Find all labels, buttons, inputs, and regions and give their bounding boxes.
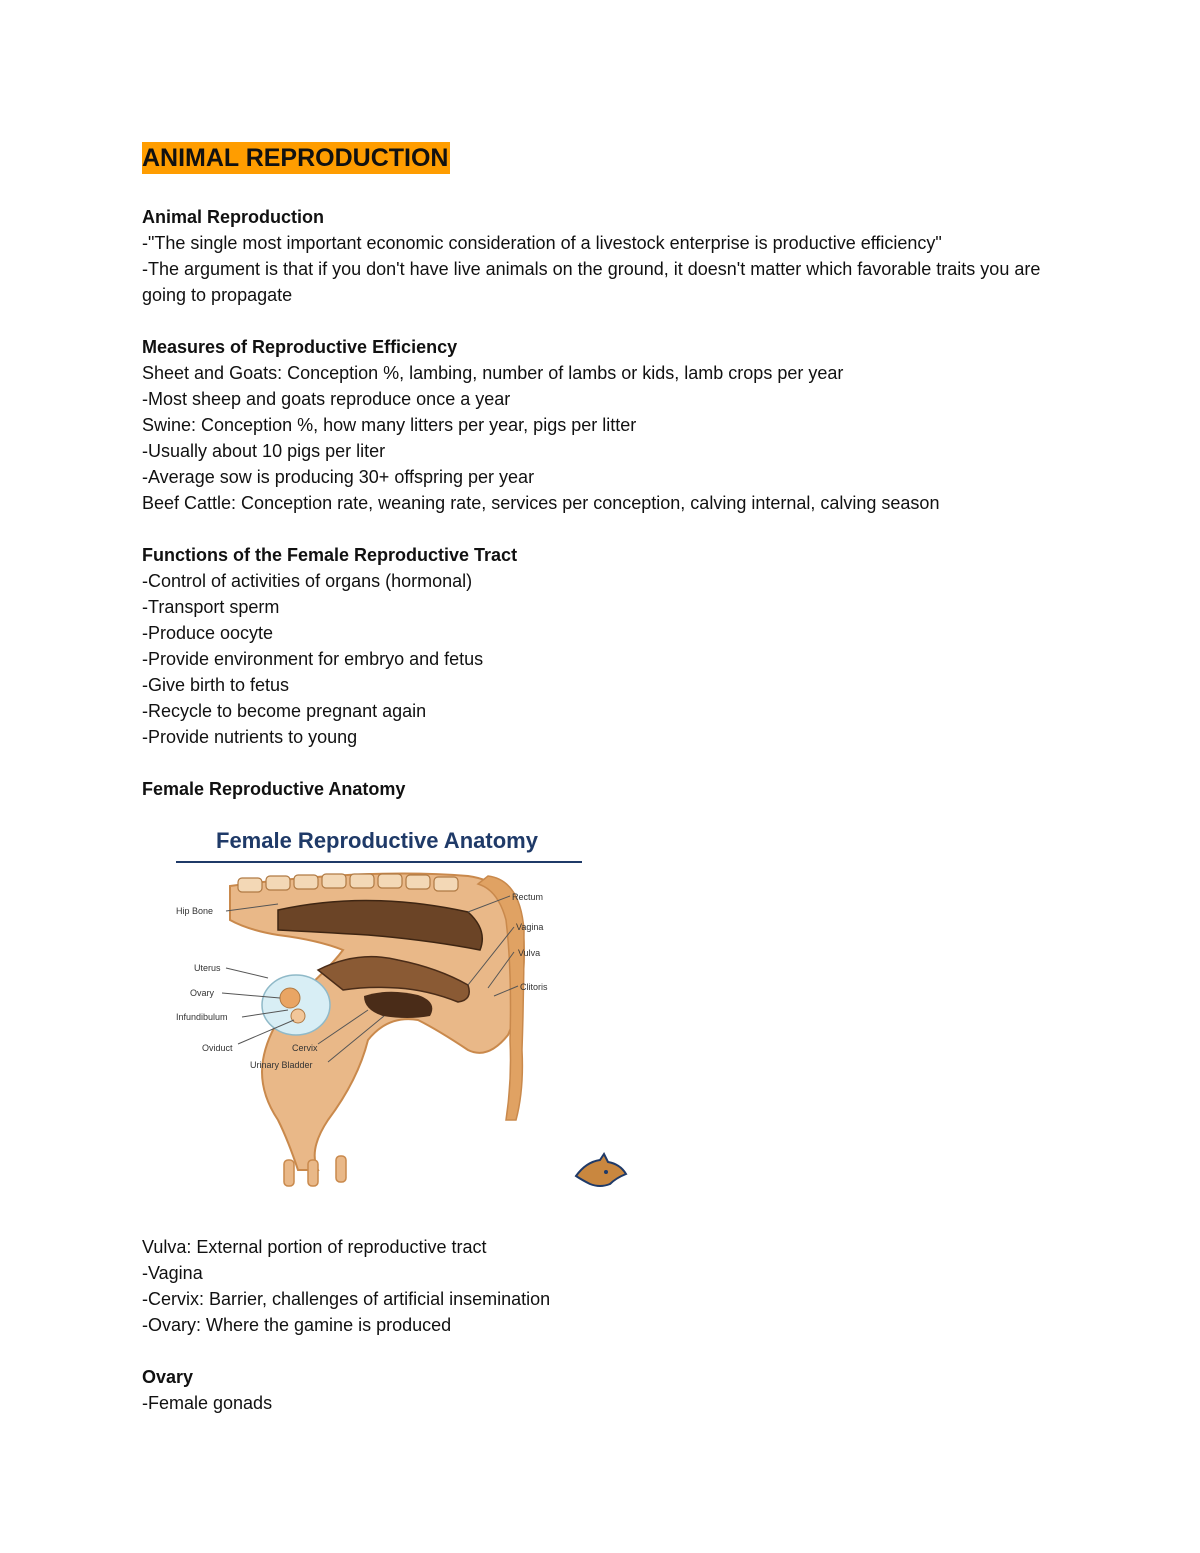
body-line: -Usually about 10 pigs per liter: [142, 441, 386, 461]
body-line: -Ovary: Where the gamine is produced: [142, 1315, 452, 1335]
section-animal-reproduction: [142, 204, 1062, 308]
body-line: Sheet and Goats: Conception %, lambing, number of lambs or kids, lamb crops per year: [142, 363, 844, 383]
body-line: -Recycle to become pregnant again: [142, 701, 427, 721]
body-line: -Transport sperm: [142, 597, 280, 617]
label-rectum: Rectum: [512, 892, 544, 902]
body-line: -Most sheep and goats reproduce once a year: [142, 389, 511, 409]
body-line: -"The single most important economic consideration of a livestock enterprise is productive efficiency": [142, 233, 942, 253]
body-line: -Vagina: [142, 1263, 203, 1283]
ovary-notes: [142, 1234, 1062, 1338]
label-infundibulum: Infundibulum: [176, 1012, 228, 1022]
label-vagina: Vagina: [516, 922, 544, 932]
body-line: Swine: Conception %, how many litters per year, pigs per litter: [142, 415, 637, 435]
body-line: -Provide environment for embryo and fetus: [142, 649, 484, 669]
section-measures: [142, 334, 1062, 516]
section-heading: Animal Reproduction: [142, 207, 325, 227]
body-line: Beef Cattle: Conception rate, weaning rate, services per conception, calving internal, calving season: [142, 493, 940, 513]
body-line: -Produce oocyte: [142, 623, 274, 643]
label-oviduct: Oviduct: [202, 1043, 233, 1053]
section-ovary: [142, 1364, 1062, 1416]
ovary-shape: [280, 988, 300, 1008]
body-line: -The argument is that if you don't have live animals on the ground, it doesn't matter which favorable traits you are going to propagate: [142, 259, 1041, 305]
section-heading: Measures of Reproductive Efficiency: [142, 337, 458, 357]
body-line: -Give birth to fetus: [142, 675, 290, 695]
body-line: -Control of activities of organs (hormonal): [142, 571, 473, 591]
section-heading: Functions of the Female Reproductive Tract: [142, 545, 518, 565]
label-ovary: Ovary: [190, 988, 215, 998]
label-vulva: Vulva: [518, 948, 541, 958]
body-line: -Female gonads: [142, 1393, 273, 1413]
anatomy-figure: [168, 820, 668, 1204]
body-line: -Average sow is producing 30+ offspring per year: [142, 467, 535, 487]
label-hip-bone: Hip Bone: [176, 906, 214, 916]
section-functions: [142, 542, 1062, 750]
label-cervix: Cervix: [292, 1043, 318, 1053]
section-anatomy: [142, 776, 1062, 802]
label-urinary-bladder: Urinary Bladder: [250, 1060, 313, 1070]
document-page: [142, 142, 1062, 1416]
body-line: -Cervix: Barrier, challenges of artificial insemination: [142, 1289, 551, 1309]
section-heading: Ovary: [142, 1367, 194, 1387]
document-title: ANIMAL REPRODUCTION: [142, 144, 449, 172]
label-uterus: Uterus: [194, 963, 221, 973]
section-heading: Female Reproductive Anatomy: [142, 779, 406, 799]
body-line: -Provide nutrients to young: [142, 727, 358, 747]
teats: [284, 1156, 346, 1186]
figure-title: Female Reproductive Anatomy: [216, 828, 538, 853]
body-line: Vulva: External portion of reproductive tract: [142, 1237, 487, 1257]
bobcat-mascot-icon: [576, 1154, 626, 1186]
label-clitoris: Clitoris: [520, 982, 548, 992]
anatomy-diagram: [168, 820, 668, 1204]
